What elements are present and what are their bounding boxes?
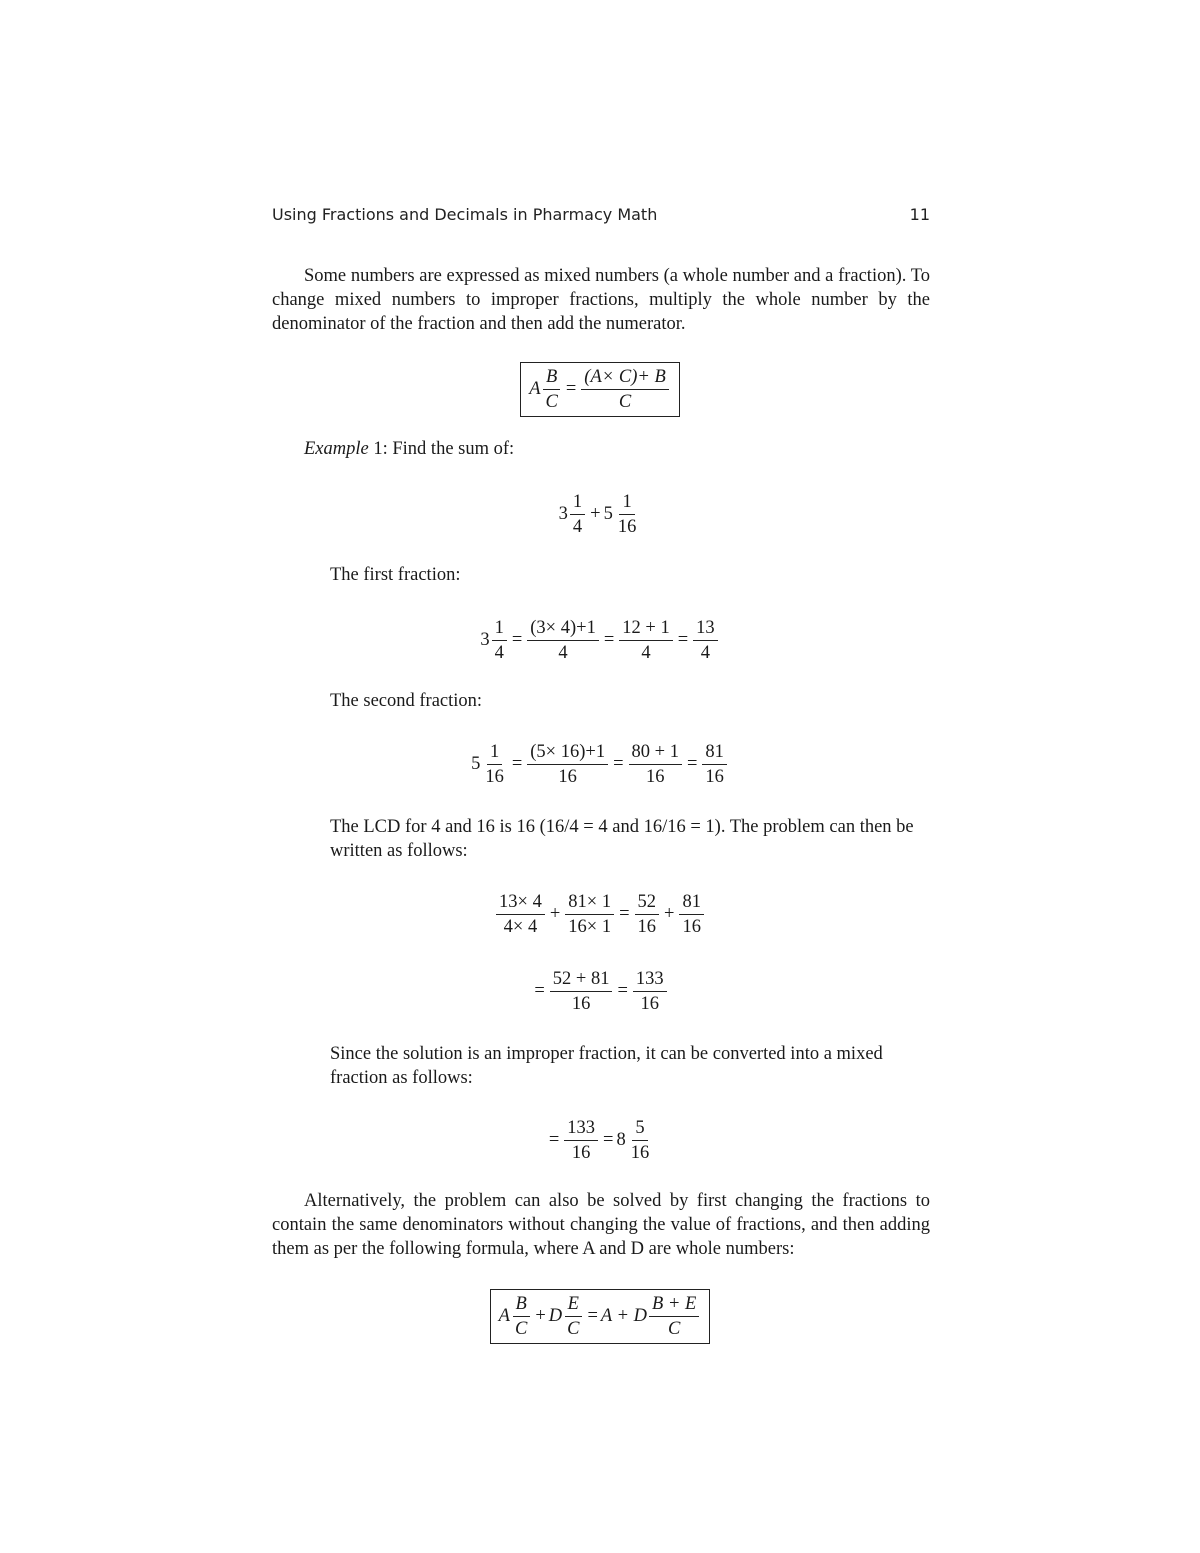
first-fraction-label: The first fraction: [330, 565, 461, 585]
page-number: 11 [909, 205, 930, 224]
first-fraction-equation: 3 $\frac{1}{4}$ = $\frac{(3\times 4)+1}{4}$ = $\frac{12 + 1}{4}$ = $\frac{13}{4}$ [0, 616, 1200, 665]
running-header [272, 205, 930, 229]
alternative-method-paragraph: Alternatively, the problem can also be solved by first changing the fractions to contain the same denominators without changing the value of fractions, and then adding them as per the following formula, where A and D are whole numbers: [272, 1191, 930, 1259]
mixed-fraction-equation: = $\frac{133}{16}$ = 8 $\frac{5}{16}$ [548, 1118, 650, 1163]
lcd-paragraph: The LCD for 4 and 16 is 16 (16/4 = 4 and 16/16 = 1). The problem can then be written as follows: [330, 817, 914, 861]
second-fraction-equation: 5 $\frac{1}{16}$ = $\frac{(5\times 16)+1}{16}$ = $\frac{80 + 1}{16}$ = $\frac{81}{16}$ [0, 740, 1200, 789]
sum-equation: = $\frac{52 + 81}{16}$ = $\frac{133}{16}$ [0, 967, 1200, 1016]
formula-box: A $\frac{B}{C}$ = $\frac{(A\times C)+ B}{C}$ [520, 362, 680, 417]
same-denominator-formula [0, 1289, 1200, 1344]
mixed-to-improper-formula [0, 362, 1200, 417]
header-title: Using Fractions and Decimals in Pharmacy Math [272, 205, 658, 224]
lcd-equation: $\frac{13\times 4}{4\times 4}$ + $\frac{81\times 1}{16\times 1}$ = $\frac{52}{16}$ + $\frac{81}{16}$ [0, 890, 1200, 939]
formula-box-2: A $\frac{B}{C}$ + D $\frac{E}{C}$ = A + D $\frac{B + E}{C}$ [490, 1289, 711, 1344]
second-fraction-label: The second fraction: [330, 691, 483, 711]
intro-paragraph: Some numbers are expressed as mixed numbers (a whole number and a fraction). To change mixed numbers to improper fractions, multiply the whole number by the denominator of the fraction and then add the numerator. [272, 266, 930, 334]
mixed-fraction-paragraph: Since the solution is an improper fraction, it can be converted into a mixed fraction as follows: [330, 1044, 883, 1088]
example-heading: Example 1: Find the sum of: [304, 439, 515, 459]
example-sum-expression: 3 $\frac{1}{4}$ + 5 $\frac{1}{16}$ [558, 492, 637, 537]
